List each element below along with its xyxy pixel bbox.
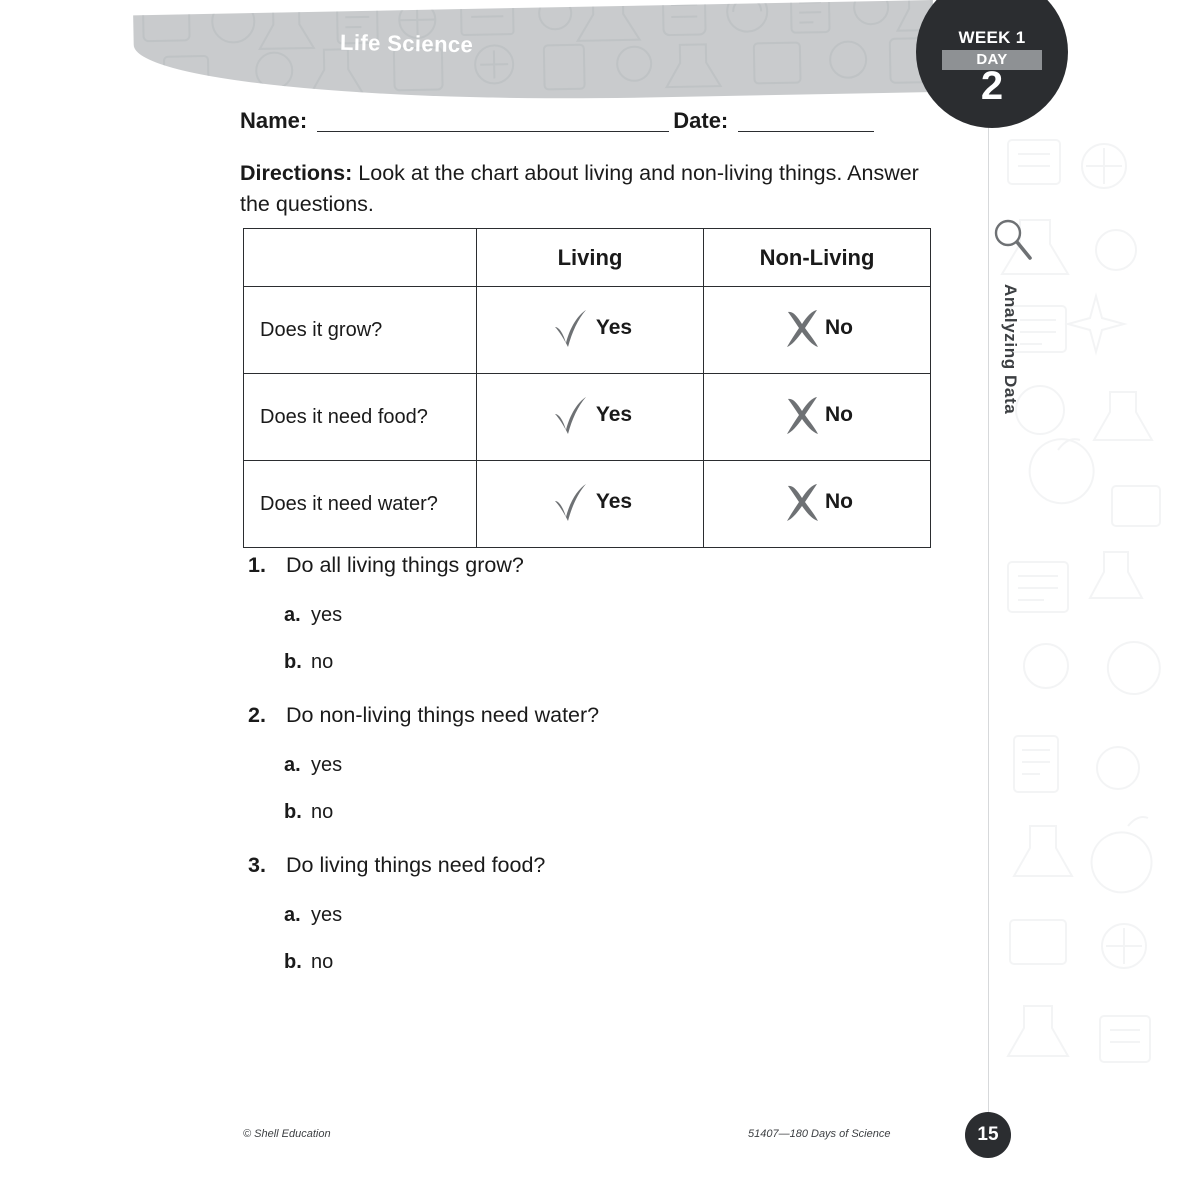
footer-source: 51407—180 Days of Science	[748, 1128, 891, 1140]
name-label: Name:	[240, 108, 308, 133]
chart-living-cell-2	[477, 461, 704, 548]
subject-banner	[133, 0, 935, 107]
chart-header-row	[244, 229, 931, 287]
date-input[interactable]	[738, 111, 874, 132]
question-2-option-b[interactable]	[243, 801, 943, 824]
x-icon	[781, 480, 823, 524]
chart-living-text-2: Yes	[595, 489, 633, 513]
chart-question-0: Does it grow?	[244, 287, 477, 374]
question-3-option-a[interactable]	[243, 904, 943, 927]
chart-living-text-0: Yes	[595, 315, 633, 339]
chart-question-2: Does it need water?	[244, 461, 477, 548]
chart-col-living: Living	[477, 229, 704, 287]
question-2-option-b-text: no	[311, 800, 334, 823]
question-1-option-b-text: no	[311, 650, 334, 673]
question-2-option-a-letter: a.	[284, 753, 301, 776]
question-3-option-a-letter: a.	[284, 903, 301, 926]
chart-col-nonliving: Non-Living	[704, 229, 931, 287]
question-1-option-a[interactable]	[243, 604, 943, 627]
question-3-text: Do living things need food?	[286, 852, 546, 877]
questions-list	[243, 552, 943, 1002]
sidebar-skill-label: Analyzing Data	[1001, 284, 1020, 415]
table-row	[244, 374, 931, 461]
chart-nonliving-text-2: No	[825, 489, 853, 513]
directions-block	[240, 158, 950, 219]
table-row	[244, 287, 931, 374]
x-icon	[781, 393, 823, 437]
question-1	[243, 552, 943, 674]
chart-col-blank	[244, 229, 477, 287]
directions-label: Directions:	[240, 161, 353, 185]
question-3-option-b-text: no	[311, 950, 334, 973]
chart-living-cell-0	[477, 287, 704, 374]
page-number-badge: 15	[965, 1112, 1011, 1158]
magnifying-glass-icon	[992, 218, 1034, 266]
check-icon	[548, 392, 592, 438]
question-2-number: 2.	[248, 702, 266, 727]
question-3-option-b-letter: b.	[284, 950, 302, 973]
question-2-option-a-text: yes	[311, 753, 343, 776]
question-2	[243, 702, 943, 824]
living-nonliving-chart	[243, 228, 931, 548]
question-1-option-a-text: yes	[311, 603, 343, 626]
chart-nonliving-cell-0	[704, 287, 931, 374]
check-icon	[548, 305, 592, 351]
question-1-option-a-letter: a.	[284, 603, 301, 626]
chart-nonliving-text-0: No	[825, 315, 853, 339]
sidebar-divider	[988, 108, 989, 1118]
table-row	[244, 461, 931, 548]
question-2-option-a[interactable]	[243, 754, 943, 777]
chart-living-text-1: Yes	[595, 402, 633, 426]
subject-title: Life Science	[339, 29, 474, 58]
question-1-text: Do all living things grow?	[286, 553, 524, 577]
question-3-option-b[interactable]	[243, 951, 943, 974]
badge-day-label: DAY	[976, 51, 1008, 68]
question-3-number: 3.	[248, 852, 266, 877]
name-input[interactable]	[317, 111, 669, 132]
x-icon	[781, 306, 823, 350]
question-1-option-b[interactable]	[243, 651, 943, 674]
directions-text: Look at the chart about living and non-living things. Answer the questions.	[240, 161, 919, 216]
chart-nonliving-text-1: No	[825, 402, 853, 426]
question-2-option-b-letter: b.	[284, 800, 302, 823]
question-2-text: Do non-living things need water?	[286, 702, 600, 727]
question-1-option-b-letter: b.	[284, 650, 302, 673]
check-icon	[548, 479, 592, 525]
name-date-row	[240, 108, 940, 134]
question-3-option-a-text: yes	[311, 903, 343, 926]
question-3	[243, 852, 943, 974]
badge-week-label: WEEK 1	[958, 28, 1026, 47]
banner-doodle-pattern	[133, 0, 935, 107]
chart-nonliving-cell-2	[704, 461, 931, 548]
question-1-number: 1.	[248, 553, 266, 577]
badge-day-number: 2	[980, 64, 1004, 108]
chart-living-cell-1	[477, 374, 704, 461]
chart-nonliving-cell-1	[704, 374, 931, 461]
date-label: Date:	[673, 108, 729, 133]
chart-question-1: Does it need food?	[244, 374, 477, 461]
footer-copyright: © Shell Education	[243, 1128, 331, 1140]
